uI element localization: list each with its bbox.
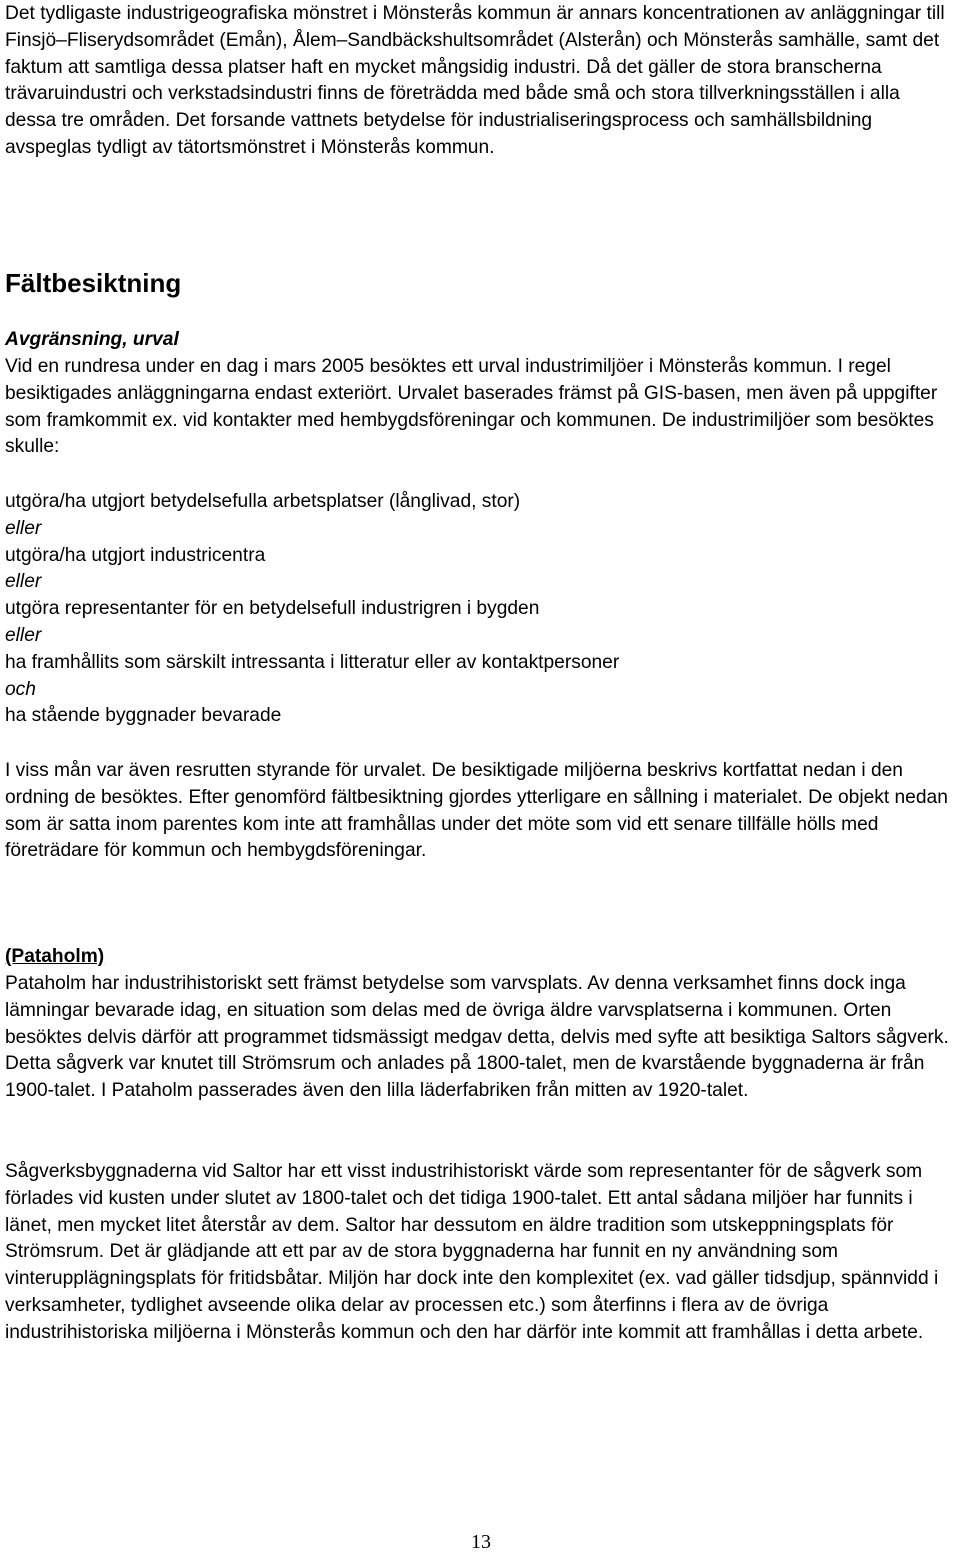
selection-paragraph: Vid en rundresa under en dag i mars 2005 besöktes ett urval industrimiljöer i Mönsterås kommun. I regel besiktigades anläggningarna endast exteriört. Urvalet baserades främst på GIS-basen, men även på uppgifter som framkommit ex. vid kontakter med hembygdsföreningar och kommunen. De industrimiljöer som besöktes skulle: xyxy=(5,356,938,458)
section-title: Fältbesiktning xyxy=(5,268,182,298)
criteria-item: utgöra/ha utgjort industricentra xyxy=(5,544,266,566)
route-paragraph: I viss mån var även resrutten styrande för urvalet. De besiktigade miljöerna beskrivs kortfattat nedan i den ordning de besöktes. Efter genomförd fältbesiktning gjordes ytterligare en sållning i materialet. De objekt nedan som är satta inom parentes kom inte att framhållas under det möte som vid ett senare tillfälle hölls med företrädare för kommun och hembygdsföreningar. xyxy=(5,760,948,862)
criteria-conjunction: eller xyxy=(5,517,42,539)
pataholm-heading: (Pataholm) xyxy=(5,946,105,967)
criteria-item: ha stående byggnader bevarade xyxy=(5,705,282,727)
saltor-paragraph: Sågverksbyggnaderna vid Saltor har ett visst industrihistoriskt värde som representanter för de sågverk som förlades vid kusten under slutet av 1800-talet och det tidiga 1900-talet. Ett antal sådana miljöer har funnits i länet, men mycket litet återstår av dem. Saltor har dessutom en äldre tradition som utskeppningsplats för Strömsrum. Det är glädjande att ett par av de stora byggnaderna har funnit en ny användning som vinterupplägningsplats för fritidsbåtar. Miljön har dock inte den komplexitet (ex. vad gäller tidsdjup, spännvidd i verksamheter, tydlighet avseende olika delar av processen etc.) som återfinns i flera av de övriga industrihistoriska miljöerna i Mönsterås kommun och den har därför inte kommit att framhållas i detta arbete. xyxy=(5,1161,939,1343)
criteria-item: utgöra/ha utgjort betydelsefulla arbetsplatser (långlivad, stor) xyxy=(5,491,521,512)
criteria-item: ha framhållits som särskilt intressanta i litteratur eller av kontaktpersoner xyxy=(5,651,620,673)
criteria-list xyxy=(5,489,955,730)
criteria-conjunction: eller xyxy=(5,624,42,646)
section-subheading: Avgränsning, urval xyxy=(5,329,179,350)
pataholm-paragraph: Pataholm har industrihistoriskt sett främst betydelse som varvsplats. Av denna verksamhet finns dock inga lämningar bevarade idag, en situation som delas med de övriga äldre varvsplatserna i kommunen. Orten besöktes delvis därför att programmet tidsmässigt medgav detta, delvis med syfte att besiktiga Saltors sågverk. Detta sågverk var knutet till Strömsrum och anlades på 1800-talet, men de kvarstående byggnaderna är från 1900-talet. I Pataholm passerades även den lilla läderfabriken från mitten av 1920-talet. xyxy=(5,973,949,1102)
document-page xyxy=(5,0,955,1554)
criteria-item: utgöra representanter för en betydelsefull industrigren i bygden xyxy=(5,598,540,620)
criteria-conjunction: eller xyxy=(5,571,42,593)
criteria-conjunction: och xyxy=(5,678,36,700)
intro-paragraph: Det tydligaste industrigeografiska mönstret i Mönsterås kommun är annars koncentrationen av anläggningar till Finsjö–Fliserydsområdet (Emån), Ålem–Sandbäckshultsområdet (Alsterån) och Mönsterås samhälle, samt det faktum att samtliga dessa platser haft en mycket mångsidig industri. Då det gäller de stora branscherna trävaruindustri och verkstadsindustri finns de företrädda med både små och stora tillverkningsställen i alla dessa tre områden. Det forsande vattnets betydelse för industrialiseringsprocess och samhällsbildning avspeglas tydligt av tätortsmönstret i Mönsterås kommun. xyxy=(5,3,945,158)
page-number: 13 xyxy=(471,1531,491,1553)
